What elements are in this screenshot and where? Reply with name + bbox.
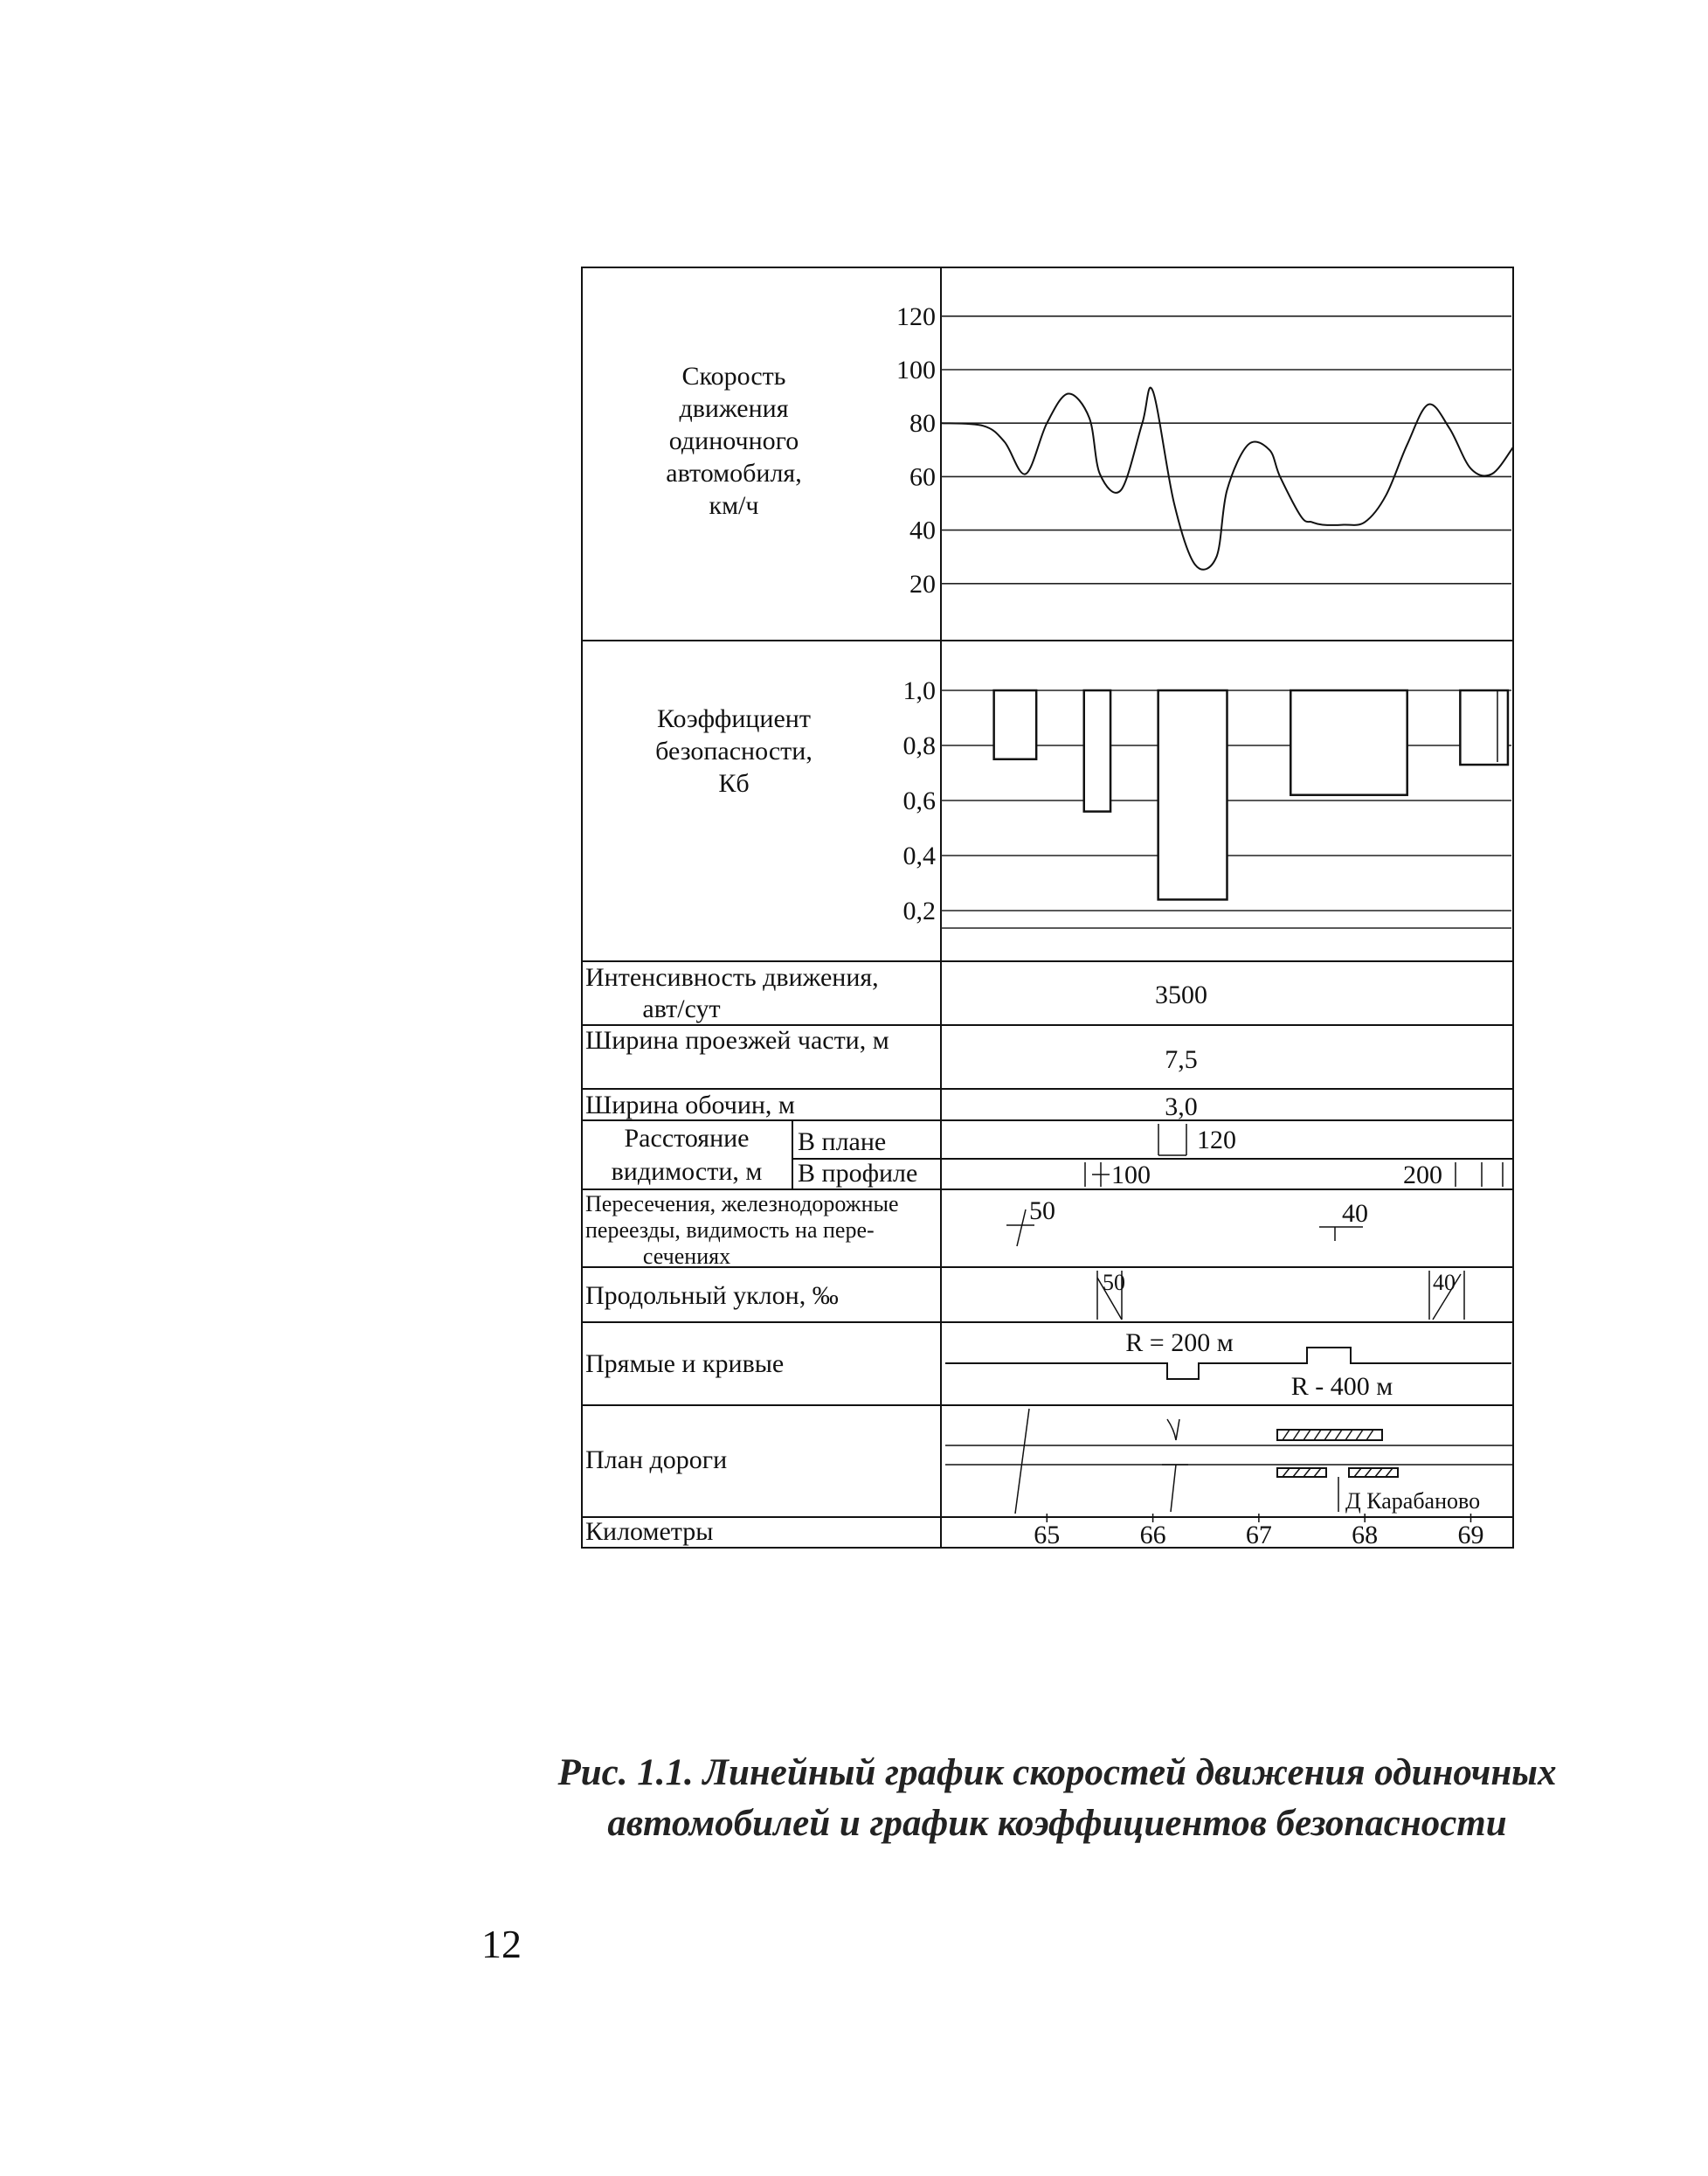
km-value: 68 [1352,1521,1379,1549]
plan-crossroad [1015,1409,1029,1514]
visibility-plan-label: В плане [798,1127,887,1156]
safety-bar [1460,690,1508,765]
curve-radius-2: R - 400 м [1290,1372,1393,1401]
km-value: 66 [1139,1521,1166,1549]
intensity-label: Интенсивность движения, [585,963,879,992]
speed-tick-label: 60 [909,462,936,492]
safety-tick-labels [903,676,937,925]
speed-label-line: Скорость [681,362,786,391]
carriageway-value: 7,5 [1165,1045,1198,1074]
railway-crossing-icon [1162,1419,1188,1512]
safety-tick-label: 0,6 [902,787,936,815]
speed-label-line: движения [679,394,789,423]
carriageway-label: Ширина проезжей части, м [585,1026,889,1055]
caption-line: автомобилей и график коэффициентов безопасности [607,1803,1507,1844]
safety-tick-label: 0,4 [902,842,936,870]
safety-tick-label: 1,0 [902,676,936,705]
crossings-label: сечениях [642,1244,731,1269]
speed-label-line: км/ч [709,491,759,520]
visibility-profile-value-1: 100 [1111,1161,1151,1189]
grade-value-2: 40 [1433,1270,1456,1295]
crossings-label: Пересечения, железнодорожные [585,1191,899,1216]
grade-value-1: 50 [1103,1270,1125,1295]
visibility-profile-label: В профиле [798,1159,918,1188]
village-name: Д Карабаново [1345,1488,1481,1514]
visibility-plan-marks [1158,1124,1186,1155]
speed-tick-label: 20 [909,569,936,599]
safety-bar [994,690,1037,759]
building-block-icon [1349,1468,1398,1477]
speed-label-line: автомобиля, [666,459,802,488]
visibility-label: Расстояние [624,1124,750,1153]
km-value: 65 [1034,1521,1061,1549]
crossings-label: переезды, видимость на пере- [585,1217,875,1243]
shoulder-label: Ширина обочин, м [585,1091,795,1119]
speed-gridlines [941,316,1511,584]
safety-label-line: Коэффициент [657,704,811,733]
km-value: 69 [1457,1521,1484,1549]
safety-bars [994,690,1508,899]
safety-bar [1158,690,1227,899]
safety-label-line: Кб [718,769,750,798]
building-block-icon [1277,1468,1326,1477]
speed-tick-label: 100 [896,356,936,385]
safety-tick-label: 0,8 [902,731,936,760]
crossing-visibility-2: 40 [1342,1199,1368,1228]
visibility-profile-value-2: 200 [1403,1161,1442,1189]
speed-panel-label [666,362,801,520]
crossing-visibility-1: 50 [1029,1196,1055,1225]
safety-bar [1290,690,1407,795]
speed-label-line: одиночного [668,426,799,455]
safety-panel-label [655,704,813,798]
visibility-plan-value: 120 [1197,1126,1236,1154]
km-label: Километры [585,1517,714,1546]
safety-bar [1084,690,1110,812]
speed-tick-label: 40 [909,516,936,545]
intensity-value: 3500 [1155,981,1207,1009]
grade-label: Продольный уклон, ‰ [585,1281,839,1310]
caption-line: Рис. 1.1. Линейный график скоростей движения одиночных [557,1752,1557,1793]
curves-label: Прямые и кривые [585,1349,785,1378]
curve-radius-1: R = 200 м [1125,1328,1234,1357]
safety-label-line: безопасности, [655,737,813,766]
visibility-label-units: видимости, м [611,1157,763,1186]
safety-tick-label: 0,2 [902,897,936,925]
speed-line [941,388,1513,570]
speed-tick-label: 80 [909,409,936,439]
page-number: 12 [481,1922,522,1966]
intensity-label-units: авт/сут [642,994,721,1023]
km-values [1034,1514,1483,1549]
speed-tick-labels [896,302,936,599]
crossing-symbol-2 [1319,1227,1363,1241]
shoulder-value: 3,0 [1165,1092,1198,1121]
speed-tick-label: 120 [896,301,936,331]
figure-caption [489,1748,1625,1849]
km-value: 67 [1245,1521,1272,1549]
plan-label: План дороги [585,1445,728,1474]
